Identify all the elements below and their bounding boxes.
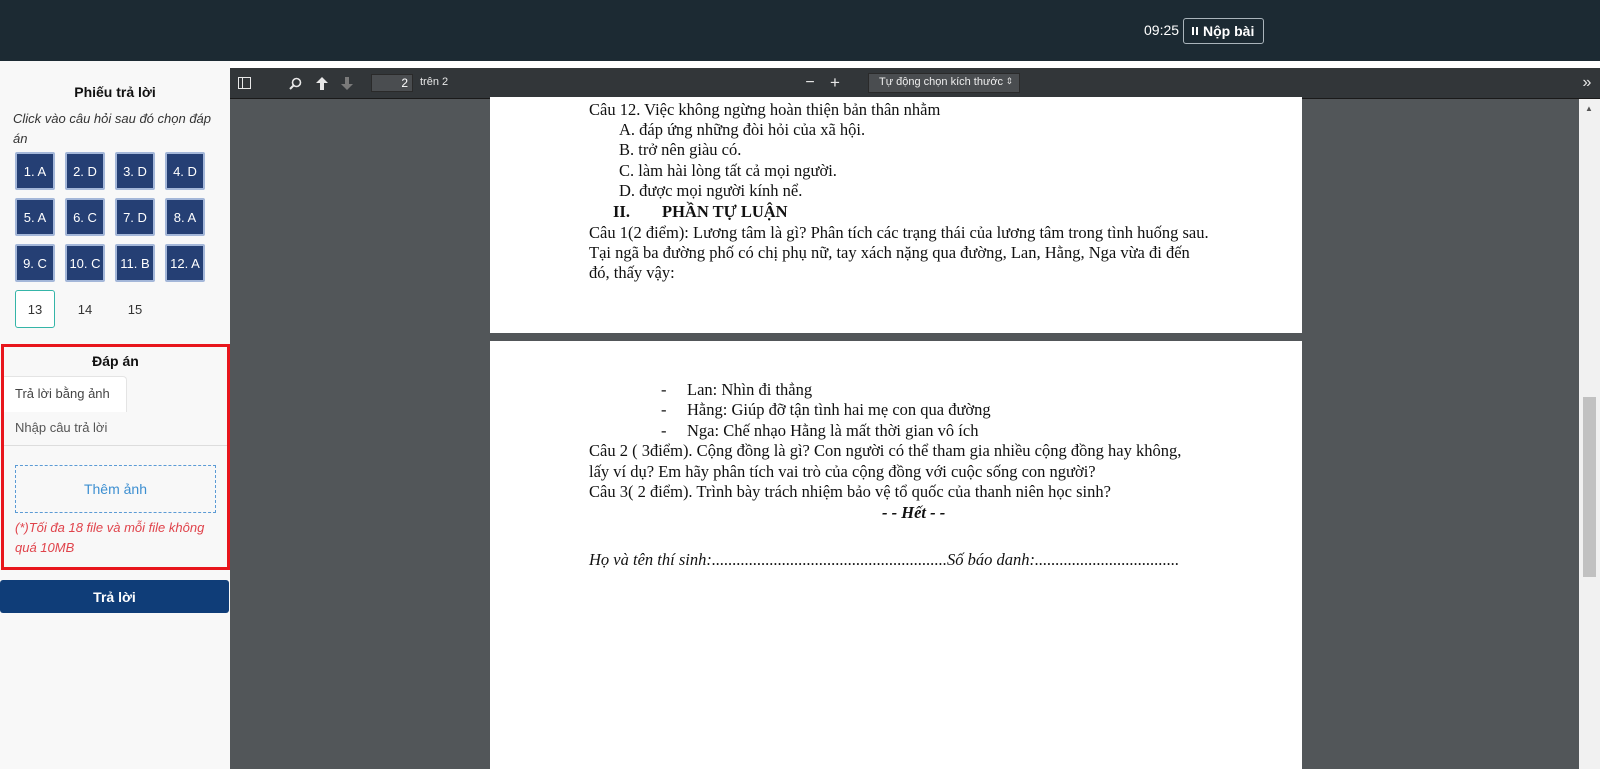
question-button[interactable]: 6. C [65,198,105,236]
tab-answer-by-text[interactable]: Nhập câu trả lời [15,420,108,435]
doc-line: Câu 2 ( 3điểm). Cộng đồng là gì? Con người có thể tham gia nhiều cộng đồng hay không, [589,441,1182,460]
add-image-button[interactable]: Thêm ảnh [15,465,216,513]
search-icon[interactable] [284,72,306,94]
scroll-up-icon[interactable]: ▲ [1585,104,1593,113]
top-bar [0,0,1600,61]
bullet-dash: - [661,400,667,419]
doc-line: Câu 1(2 điểm): Lương tâm là gì? Phân tích các trạng thái của lương tâm trong tình huống sau. [589,223,1209,242]
previous-page-icon[interactable] [311,72,333,94]
question-button[interactable]: 4. D [165,152,205,190]
doc-line: Nga: Chế nhạo Hằng là mất thời gian vô ích [687,421,979,440]
page-total: trên 2 [420,76,449,88]
select-arrows-icon: ⇕ [1005,76,1013,86]
pause-icon [1192,27,1198,35]
tab-answer-by-image[interactable]: Trả lời bằng ảnh [4,376,127,412]
sidebar-toggle-icon[interactable] [233,72,255,94]
candidate-info-line: Họ và tên thí sinh:.........................................................Số báo danh:................................... [589,550,1180,569]
doc-line: D. được mọi người kính nể. [619,181,803,200]
question-button[interactable]: 15 [127,301,143,317]
upload-limit-note: (*)Tối đa 18 file và mỗi file không quá 10MB [15,520,205,555]
doc-line: Câu 12. Việc không ngừng hoàn thiện bản thân nhằm [589,100,941,119]
question-button[interactable]: 7. D [115,198,155,236]
doc-line: B. trở nên giàu có. [619,140,742,159]
question-button[interactable]: 3. D [115,152,155,190]
doc-line: lấy ví dụ? Em hãy phân tích vai trò của cộng đồng với cuộc sống con người? [589,462,1096,481]
zoom-out-icon[interactable]: − [805,74,815,91]
answer-panel [1,344,230,570]
zoom-select-value: Tự động chọn kích thước [879,76,1004,88]
question-button-current[interactable]: 13 [15,290,55,328]
vertical-scrollbar[interactable] [1579,99,1600,769]
doc-line: A. đáp ứng những đòi hỏi của xã hội. [619,120,866,139]
bullet-dash: - [661,421,667,440]
doc-line: đó, thấy vậy: [589,263,675,282]
doc-line: Tại ngã ba đường phố có chị phụ nữ, tay xách nặng qua đường, Lan, Hằng, Nga vừa đi đến [589,243,1190,262]
reply-button[interactable]: Trả lời [0,580,229,613]
bullet-dash: - [661,380,667,399]
submit-exam-button[interactable] [1183,18,1264,44]
scrollbar-thumb[interactable] [1583,397,1596,577]
page-number-input[interactable]: 2 [371,74,413,92]
end-marker: - - Hết - - [882,503,946,522]
question-button[interactable]: 5. A [15,198,55,236]
question-button[interactable]: 1. A [15,152,55,190]
pdf-page-2 [490,341,1302,769]
section-heading: PHẦN TỰ LUẬN [662,202,788,221]
pdf-viewer [230,68,1600,769]
pdf-page-1 [490,97,1302,333]
tab-divider [4,445,227,446]
tools-menu-icon[interactable]: » [1582,74,1592,91]
doc-line: Lan: Nhìn đi thẳng [687,380,813,399]
answer-sheet-sidebar [0,61,230,769]
doc-line: Hằng: Giúp đỡ tận tình hai mẹ con qua đường [687,400,991,419]
zoom-select[interactable] [868,73,1020,93]
question-button[interactable]: 9. C [15,244,55,282]
doc-line: Câu 3( 2 điểm). Trình bày trách nhiệm bảo vệ tổ quốc của thanh niên học sinh? [589,482,1111,501]
doc-line: C. làm hài lòng tất cả mọi người. [619,161,837,180]
submit-exam-label: Nộp bài [1203,23,1255,39]
zoom-in-icon[interactable]: + [830,73,840,92]
question-button[interactable]: 11. B [115,244,155,282]
pdf-toolbar [230,68,1600,99]
question-button[interactable]: 14 [77,301,93,317]
question-button[interactable]: 2. D [65,152,105,190]
answer-panel-title: Đáp án [92,353,139,369]
question-button[interactable]: 8. A [165,198,205,236]
next-page-icon[interactable] [336,72,358,94]
answer-sheet-hint: Click vào câu hỏi sau đó chọn đáp án [13,111,212,146]
question-button[interactable]: 10. C [65,244,105,282]
countdown-timer: 09:25 [1144,22,1180,38]
answer-sheet-title: Phiếu trả lời [74,84,156,100]
question-button[interactable]: 12. A [165,244,205,282]
section-number: II. [613,202,630,221]
